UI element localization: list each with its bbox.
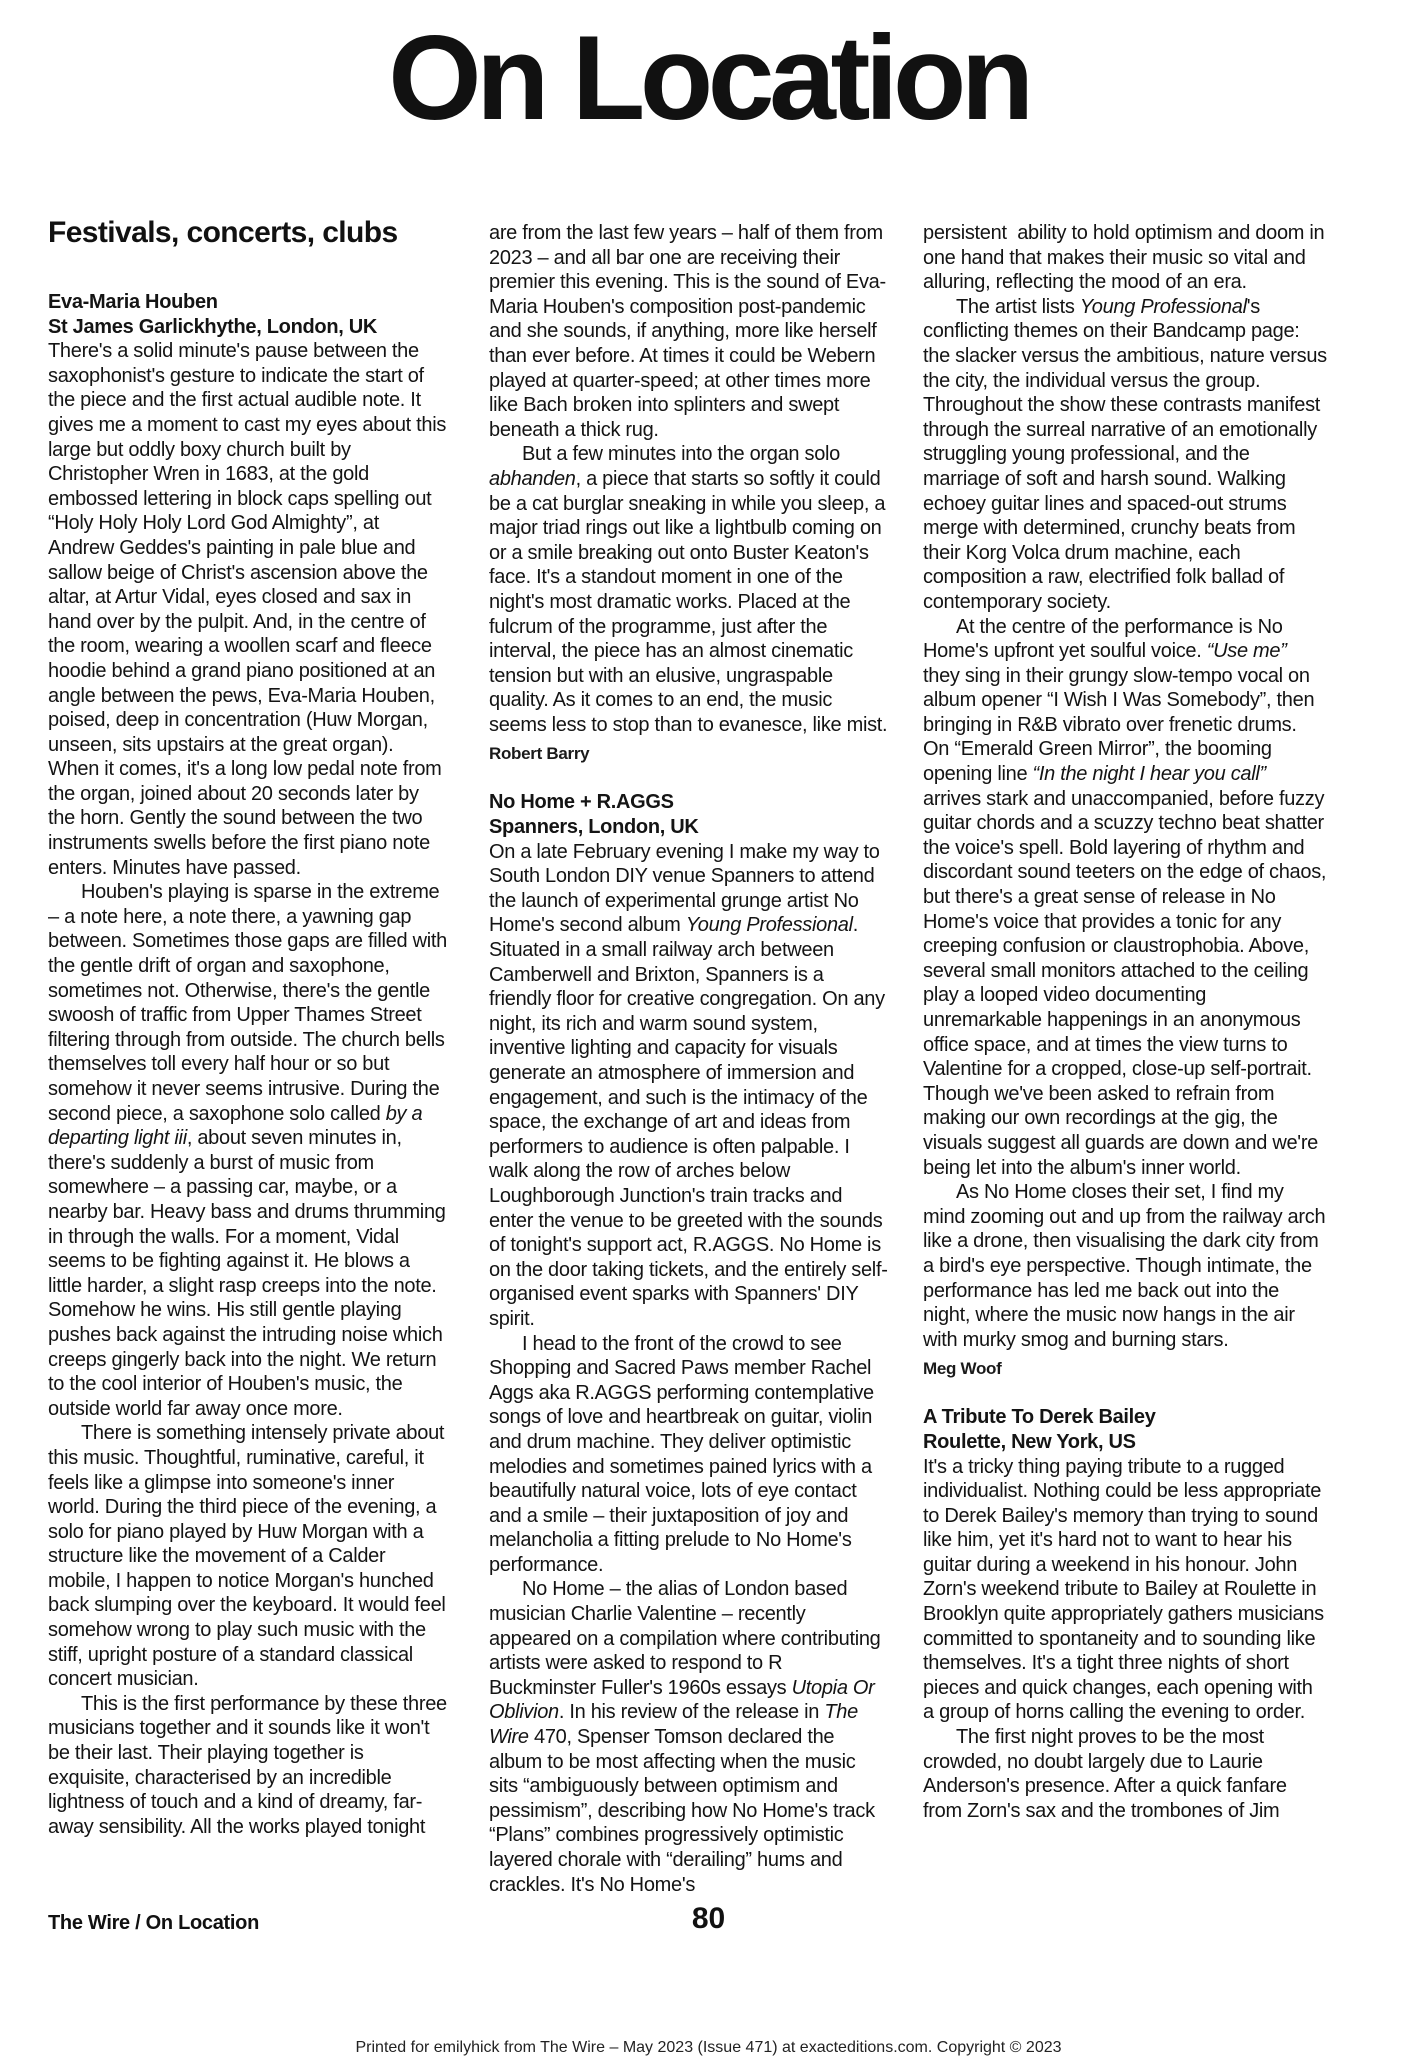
review-header: [489, 790, 889, 839]
footer-publication: The Wire / On Location: [48, 1912, 260, 1934]
text-run: But a few minutes into the organ solo: [522, 443, 846, 466]
text-run: There's a solid minute's pause between the saxophonist's gesture to indicate the start of the piece and the first actual audible note. It gives me a moment to cast my eyes about this large but oddly boxy church built by Christopher Wren in 1683, at the gold embossed lettering in block caps spelling out “Holy Holy Holy Lord God Almighty”, at Andrew Geddes's painting in pale blue and sallow beige of Christ's ascension above the altar, at Artur Vidal, eyes closed and sax in hand over by the pulpit. And, in the centre of the room, wearing a woollen scarf and fleece hoodie behind a grand piano positioned at an angle between the pews, Eva-Maria Houben, poised, deep in concentration (Huw Morgan, unseen, sits upstairs at the great organ). When it comes, it's a long low pedal note from the organ, joined about 20 seconds later by the horn. Gently the sound between the two instruments swells before the first piano note enters. Minutes have passed.: [48, 340, 452, 879]
paragraph: [923, 221, 1330, 295]
reviewer-byline: Robert Barry: [489, 744, 590, 764]
paragraph: [923, 1180, 1331, 1352]
paragraph: [48, 1692, 453, 1840]
text-run: The artist lists: [956, 295, 1080, 318]
italic-text: “Use me”: [1206, 640, 1287, 663]
italic-text: Utopia Or Oblivion: [489, 1676, 880, 1724]
text-run: There is something intensely private about this music. Thoughtful, ruminative, careful, it feels like a glimpse into someone's inner world. During the third piece of the evening, a solo for piano played by Huw Morgan with a structure like the movement of a Calder mobile, I happen to notice Morgan's hunched back slumping over the keyboard. It would feel somehow wrong to play such music with the stiff, upright posture of a standard classical concert musician.: [48, 1422, 451, 1691]
text-run: The first night proves to be the most crowded, no doubt largely due to Laurie Anderson's presence. After a quick fanfare from Zorn's sax and the trombones of Jim: [923, 1726, 1292, 1822]
italic-text: Young Professional: [1079, 295, 1247, 318]
text-run: arrives stark and unaccompanied, before fuzzy guitar chords and a scuzzy techno beat shatter the voice's spell. Bold layering of rhythm and discordant sound teeters on the edge of chaos, but there's a great sense of release in No Home's voice that provides a tonic for any creeping confusion or claustrophobia. Above, several small monitors attached to the ceiling play a looped video documenting unremarkable happenings in an anonymous office space, and at times the view turns to Valentine for a cropped, close-up self-portrait. Though we've been asked to refrain from making our own recordings at the gig, the visuals suggest all guards are down and we're being let into the album's inner world.: [923, 763, 1332, 1179]
italic-text: “In the night I hear you call”: [1032, 763, 1266, 786]
review-header: [923, 1405, 1327, 1454]
text-run: , a piece that starts so softly it could be a cat burglar sneaking in while you sleep, a major triad rings out like a lightbulb coming on or a smile breaking out onto Buster Keaton's face. It's a standout moment in one of the night's most dramatic works. Placed at the fulcrum of the programme, just after the interval, the piece has an almost cinematic tension but with an elusive, ungraspable quality. As it comes to an end, the music seems less to stop than to evanesce, like mist.: [489, 467, 891, 736]
page-number: 80: [691, 1902, 726, 1935]
paragraph: [923, 1455, 1330, 1726]
section-header: Festivals, concerts, clubs: [48, 216, 398, 249]
review-artist: No Home + R.AGGS: [489, 791, 674, 814]
review-artist: A Tribute To Derek Bailey: [923, 1406, 1156, 1429]
text-run: On a late February evening I make my way to South London DIY venue Spanners to attend the launch of experimental grunge artist No Home's second album: [489, 840, 885, 937]
paragraph: [489, 221, 889, 442]
paragraph: [489, 1332, 889, 1578]
paragraph: [48, 880, 453, 1421]
text-run: It's a tricky thing paying tribute to a rugged individualist. Nothing could be less appropriate to Derek Bailey's memory than trying to sound like him, yet it's hard not to want to hear his guitar during a weekend in his honour. John Zorn's weekend tribute to Bailey at Roulette in Brooklyn quite appropriately gathers musicians committed to spontaneity and to sounding like themselves. It's a tight three nights of short pieces and quick changes, each opening with a group of horns calling the evening to order.: [923, 1455, 1330, 1724]
italic-text: abhanden: [489, 467, 576, 490]
column-1: [48, 290, 453, 1839]
print-attribution-line: Printed for emilyhick from The Wire – May 2023 (Issue 471) at exacteditions.com. Copyright © 2023: [355, 2039, 1062, 2056]
italic-text: Young Professional: [685, 914, 853, 937]
paragraph: [923, 295, 1333, 615]
text-run: Houben's playing is sparse in the extreme – a note here, a note there, a yawning gap between. Sometimes those gaps are filled with the gentle drift of organ and saxophone, sometimes not. Otherwise, there's the gentle swoosh of traffic from Upper Thames Street filtering through from outside. The church bells themselves toll every half hour or so but somehow it never seems intrusive. During the second piece, a saxophone solo called: [48, 881, 453, 1125]
review-venue: St James Garlickhythe, London, UK: [48, 315, 378, 338]
paragraph: [489, 840, 889, 1332]
italic-text: The Wire: [489, 1701, 864, 1749]
italic-text: by a departing light iii: [48, 1102, 428, 1150]
paragraph: [48, 339, 452, 880]
page-title: On Location: [388, 11, 1029, 145]
text-run: . Situated in a small railway arch between Camberwell and Brixton, Spanners is a friendly floor for creative congregation. On any night, its rich and warm sound system, inventive lighting and capacity for visuals generate an atmosphere of immersion and engagement, and such is the intimacy of the space, the exchange of art and ideas from performers to audience is often palpable. I walk along the row of arches below Loughborough Junction's train tracks and enter the venue to be greeted with the sounds of tonight's support act, R.AGGS. No Home is on the door taking tickets, and the entirely self-organised event sparks with Spanners' DIY spirit.: [489, 914, 891, 1330]
review-venue: Roulette, New York, US: [923, 1430, 1136, 1453]
review-venue: Spanners, London, UK: [489, 816, 699, 839]
text-run: , about seven minutes in, there's suddenly a burst of music from somewhere – a passing car, maybe, or a nearby bar. Heavy bass and drums thrumming in through the walls. For a moment, Vidal seems to be fighting against it. He blows a little harder, a slight rasp creeps into the note. Somehow he wins. His still gentle playing pushes back against the intruding noise which creeps gingerly back into the night. We return to the cool interior of Houben's music, the outside world far away once more.: [48, 1127, 451, 1420]
text-run: As No Home closes their set, I find my mind zooming out and up from the railway arch like a drone, then visualising the dark city from a bird's eye perspective. Though intimate, the performance has led me back out into the night, where the music now hangs in the air with murky smog and burning stars.: [923, 1181, 1331, 1351]
text-run: are from the last few years – half of them from 2023 – and all bar one are receiving their premier this evening. This is the sound of Eva-Maria Houben's composition post-pandemic and she sounds, if anything, more like herself than ever before. At times it could be Webern played at quarter-speed; at other times more like Bach broken into splinters and swept beneath a thick rug.: [489, 222, 889, 441]
text-run: No Home – the alias of London based musician Charlie Valentine – recently appeared on a compilation where contributing artists were asked to respond to R Buckminster Fuller's 1960s essays: [489, 1578, 886, 1699]
paragraph: [489, 1577, 889, 1897]
text-run: 470, Spenser Tomson declared the album to be most affecting when the music sits “ambiguously between optimism and pessimism”, describing how No Home's track “Plans” combines progressively optimistic layered chorale with “derailing” hums and crackles. It's No Home's: [489, 1726, 881, 1896]
paragraph: [923, 615, 1332, 1181]
text-run: 's conflicting themes on their Bandcamp page: the slacker versus the ambitious, nature versus the city, the individual versus the group. Throughout the show these contrasts manifest through the surreal narrative of an emotionally struggling young professional, and the marriage of soft and harsh sound. Walking echoey guitar lines and spaced-out strums merge with determined, crunchy beats from their Korg Volca drum machine, each composition a raw, electrified folk ballad of contemporary society.: [923, 295, 1333, 613]
text-run: they sing in their grungy slow-tempo vocal on album opener “I Wish I Was Somebody”, then bringing in R&B vibrato over frenetic drums. On “Emerald Green Mirror”, the booming opening line: [923, 640, 1320, 786]
review-header: [48, 290, 448, 339]
review-artist: Eva-Maria Houben: [48, 291, 218, 313]
paragraph: [48, 1421, 451, 1692]
column-3: [923, 221, 1333, 1823]
paragraph: [923, 1725, 1327, 1823]
text-run: persistent ability to hold optimism and doom in one hand that makes their music so vital and alluring, reflecting the mood of an era.: [923, 222, 1330, 294]
text-run: . In his review of the release in: [558, 1701, 825, 1724]
text-run: This is the first performance by these three musicians together and it sounds like it won't be their last. Their playing together is exquisite, characterised by an incredible lightness of touch and a kind of dreamy, far-away sensibility. All the works played tonight: [48, 1692, 453, 1838]
reviewer-byline: Meg Woof: [923, 1359, 1002, 1379]
text-run: At the centre of the performance is No Home's upfront yet soulful voice.: [923, 615, 1288, 663]
text-run: I head to the front of the crowd to see Shopping and Sacred Paws member Rachel Aggs aka R.AGGS performing contemplative songs of love and heartbreak on guitar, violin and drum machine. They deliver optimistic melodies and sometimes pained lyrics with a beautifully natural voice, lots of eye contact and a smile – their juxtaposition of joy and melancholia a fitting prelude to No Home's performance.: [489, 1332, 880, 1576]
column-2: [489, 221, 889, 1897]
paragraph: [489, 442, 889, 737]
